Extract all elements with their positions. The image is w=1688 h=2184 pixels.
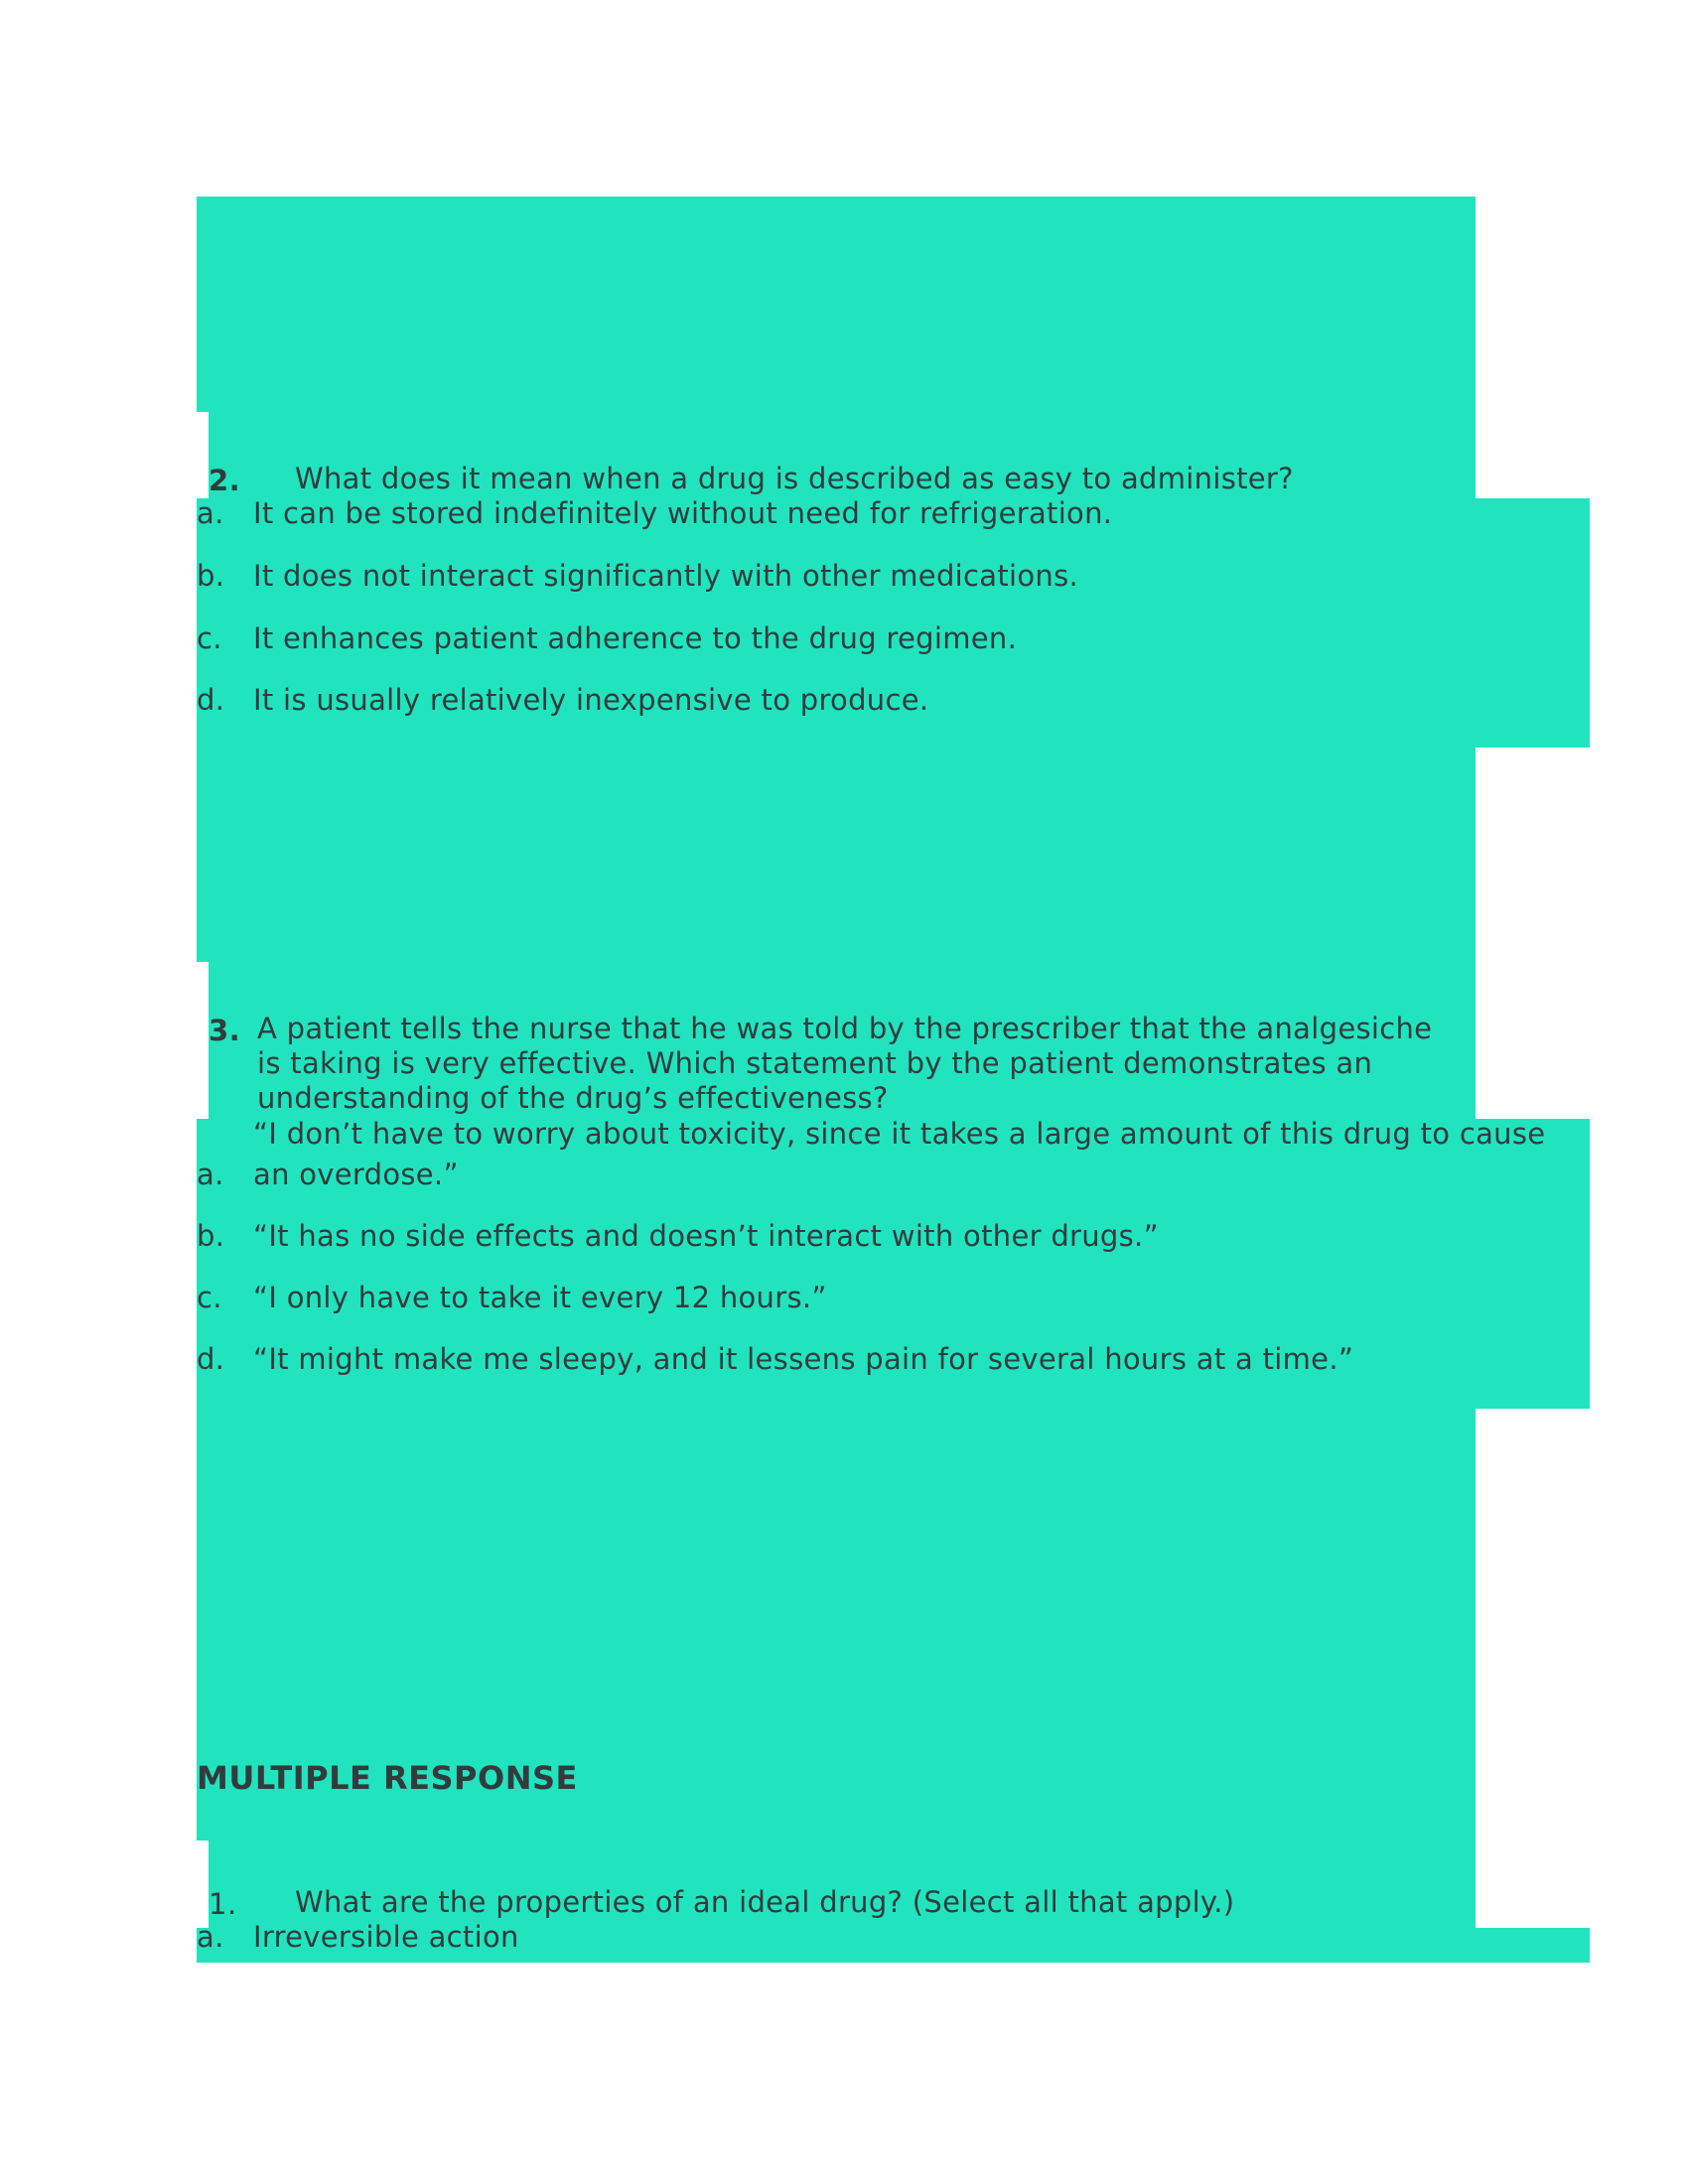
option-text: Irreversible action [253, 1920, 519, 1954]
option-letter: b. [197, 1219, 225, 1253]
question-text: What does it mean when a drug is described as easy to administer? [295, 462, 1294, 495]
option-text: It can be stored indefinitely without need for refrigeration. [253, 496, 1113, 530]
option-a-text-line-1: “I don’t have to worry about toxicity, since it takes a large amount of this drug to cause [253, 1117, 1546, 1151]
highlight-band-top [197, 197, 1476, 412]
option-letter: b. [197, 559, 225, 593]
section-heading: MULTIPLE RESPONSE [197, 1759, 578, 1797]
option-text: It is usually relatively inexpensive to produce. [253, 683, 929, 717]
option-text: It enhances patient adherence to the drug regimen. [253, 621, 1018, 655]
question-text-line-3: understanding of the drug’s effectiveness? [257, 1081, 889, 1115]
question-text: What are the properties of an ideal drug? (Select all that apply.) [295, 1885, 1235, 1919]
option-letter: c. [197, 621, 222, 655]
question-number: 2. [209, 464, 241, 497]
question-number: 1. [209, 1887, 237, 1921]
option-letter: a. [197, 496, 224, 530]
question-text-line-2: is taking is very effective. Which statement by the patient demonstrates an [257, 1046, 1373, 1080]
question-text-line-1: A patient tells the nurse that he was told by the prescriber that the analgesiche [257, 1012, 1433, 1045]
option-letter: d. [197, 1342, 225, 1376]
option-letter: d. [197, 683, 225, 717]
option-letter: a. [197, 1158, 224, 1191]
option-text-line-2: an overdose.” [253, 1158, 459, 1191]
option-letter: c. [197, 1281, 222, 1314]
option-text: “I only have to take it every 12 hours.” [253, 1281, 827, 1314]
option-text: “It has no side effects and doesn’t interact with other drugs.” [253, 1219, 1159, 1253]
highlight-band-middle [197, 747, 1476, 962]
option-text: It does not interact significantly with other medications. [253, 559, 1078, 593]
question-number: 3. [209, 1014, 241, 1047]
option-text: “It might make me sleepy, and it lessens pain for several hours at a time.” [253, 1342, 1354, 1376]
option-letter: a. [197, 1920, 224, 1954]
